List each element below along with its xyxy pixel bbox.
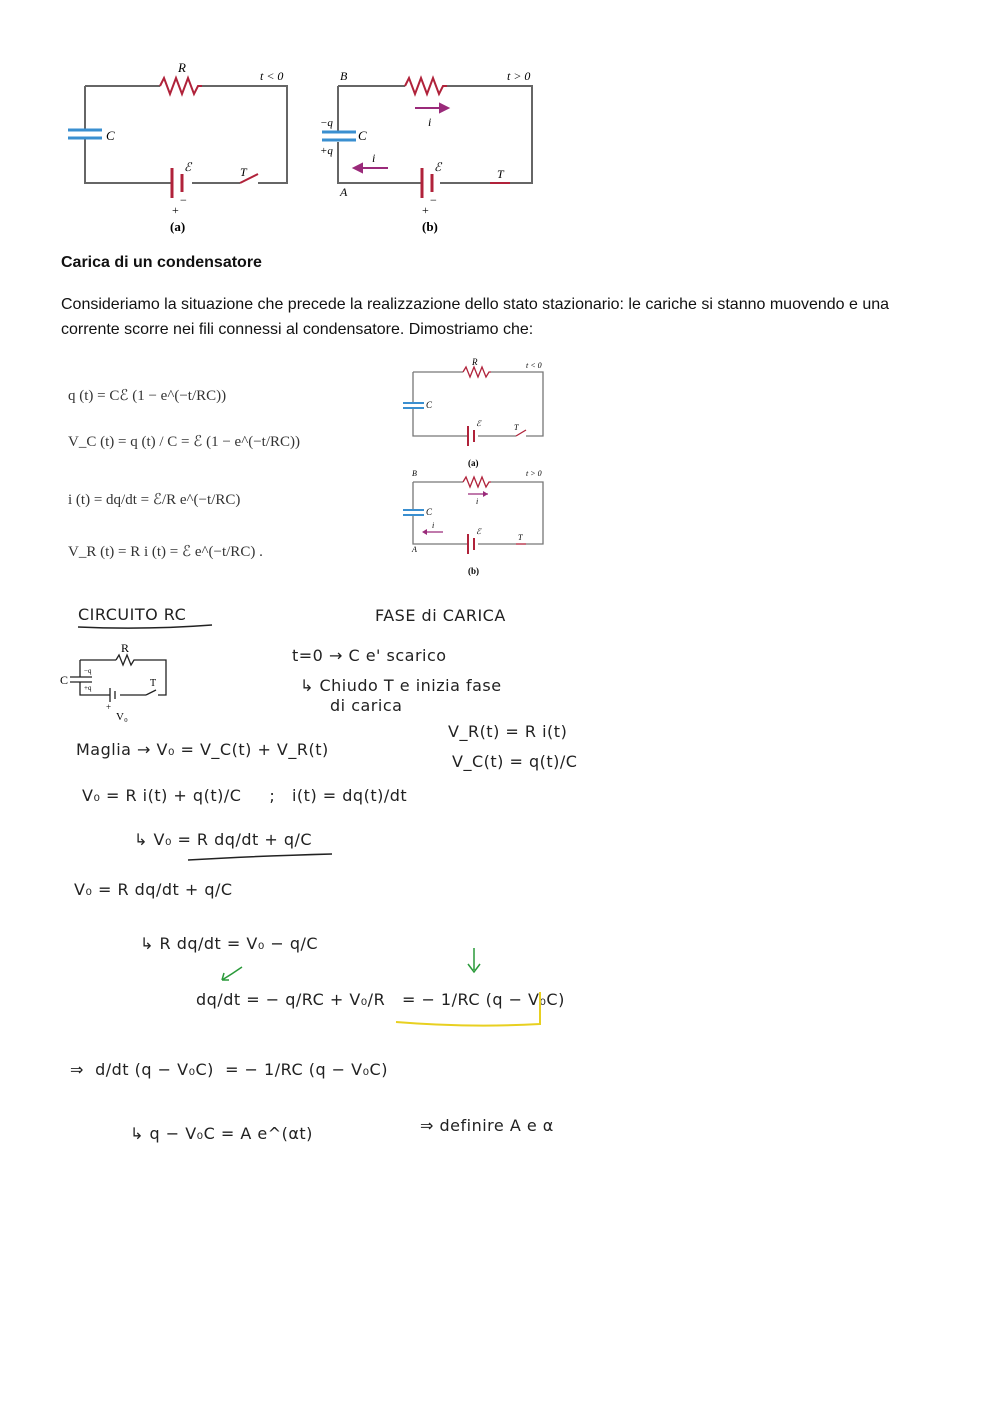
label-minus-a: − — [180, 193, 187, 207]
label-C-a: C — [106, 128, 115, 143]
label-A: A — [340, 185, 348, 199]
sketch-R: R — [121, 641, 130, 655]
notes-vc: V_C(t) = q(t)/C — [452, 752, 578, 771]
small-label-i-top: i — [476, 497, 479, 506]
label-emf-a: ℰ — [184, 160, 192, 174]
top-circuit-figure — [60, 58, 550, 238]
notes-dicarica: di carica — [330, 696, 403, 715]
small-label-A: A — [412, 545, 417, 554]
yellow-highlight-box — [390, 990, 550, 1032]
intro-paragraph: Consideriamo la situazione che precede la realizzazione dello stato stazionario: le cariche si stanno muovendo e una corrente scorre nei fili connessi al condensatore. Dimostriamo che: — [61, 296, 890, 338]
small-label-emf-a: ℰ — [476, 419, 481, 428]
formula-vr: V_R (t) = R i (t) = ℰ e^(−t/RC) . — [68, 544, 263, 560]
small-label-time-b: t > 0 — [526, 469, 542, 478]
notes-eq1: V₀ = R i(t) + q(t)/C ; i(t) = dq(t)/dt — [82, 786, 408, 805]
green-down-arrow-icon — [464, 946, 484, 976]
notes-title-right: FASE di CARICA — [375, 606, 506, 625]
notes-eq6: ⇒ d/dt (q − V₀C) = − 1/RC (q − V₀C) — [70, 1060, 388, 1079]
capacitor-icon — [68, 130, 102, 138]
notes-eq2: ↳ V₀ = R dq/dt + q/C — [134, 830, 313, 849]
sketch-q-minus: −q — [84, 667, 92, 675]
notes-kirchhoff: Maglia → V₀ = V_C(t) + V_R(t) — [76, 740, 329, 759]
notes-chiudo: ↳ Chiudo T e inizia fase — [300, 676, 502, 695]
capacitor-icon — [322, 132, 356, 140]
small-label-emf-b: ℰ — [476, 527, 481, 536]
label-i-top: i — [428, 115, 432, 129]
label-minus-q: −q — [320, 117, 333, 129]
label-plus-b: + — [422, 203, 429, 217]
label-i-bottom: i — [372, 151, 376, 165]
underline — [186, 852, 336, 864]
small-caption-a: (a) — [468, 458, 479, 468]
label-T-b: T — [497, 167, 504, 181]
label-time-a: t < 0 — [260, 69, 284, 83]
label-B: B — [340, 69, 348, 83]
notes-title-left: CIRCUITO RC — [78, 605, 187, 624]
handdrawn-circuit-sketch — [58, 640, 178, 725]
section-heading: Carica di un condensatore — [61, 254, 262, 271]
small-label-i-bottom: i — [432, 521, 435, 530]
circuit-a — [68, 78, 287, 198]
resistor-icon — [160, 78, 202, 94]
small-label-R-a: R — [472, 357, 478, 367]
label-plus-q: +q — [320, 145, 333, 157]
label-C-b: C — [358, 128, 367, 143]
sketch-plus: + — [106, 702, 112, 712]
label-emf-b: ℰ — [434, 160, 442, 174]
small-caption-b: (b) — [468, 566, 479, 576]
notes-t0: t=0 → C e' scarico — [292, 646, 447, 665]
small-label-T-b: T — [518, 533, 523, 542]
underline — [76, 622, 216, 632]
notes-eq7: ↳ q − V₀C = A e^(αt) — [130, 1124, 313, 1143]
green-arrow-icon — [216, 964, 246, 984]
formula-q: q (t) = Cℰ (1 − e^(−t/RC)) — [68, 388, 227, 404]
notes-eq8: ⇒ definire A e α — [420, 1116, 554, 1135]
notes-eq4: ↳ R dq/dt = V₀ − q/C — [140, 934, 319, 953]
notes-eq3: V₀ = R dq/dt + q/C — [74, 880, 233, 899]
notes-vr: V_R(t) = R i(t) — [448, 722, 568, 741]
label-plus-a: + — [172, 203, 179, 217]
formula-i: i (t) = dq/dt = ℰ/R e^(−t/RC) — [68, 492, 241, 508]
sketch-V0: V₀ — [116, 711, 128, 723]
label-R-a: R — [178, 60, 186, 75]
caption-a: (a) — [170, 219, 186, 234]
label-minus-b: − — [430, 193, 437, 207]
formula-vc: V_C (t) = q (t) / C = ℰ (1 − e^(−t/RC)) — [68, 434, 301, 450]
small-circuit-figure — [398, 356, 558, 578]
resistor-icon — [405, 78, 447, 94]
small-label-C-a: C — [426, 400, 433, 410]
small-label-B: B — [412, 469, 417, 478]
label-T-a: T — [240, 165, 247, 179]
small-label-time-a: t < 0 — [526, 361, 542, 370]
notes-eq5: dq/dt = − q/RC + V₀/R = − 1/RC (q − V₀C) — [196, 990, 565, 1009]
sketch-C: C — [60, 673, 69, 687]
small-label-T-a: T — [514, 423, 519, 432]
sketch-T: T — [150, 678, 157, 689]
label-time-b: t > 0 — [507, 69, 531, 83]
small-label-C-b: C — [426, 507, 433, 517]
caption-b: (b) — [422, 219, 438, 234]
sketch-q-plus: +q — [84, 684, 92, 692]
